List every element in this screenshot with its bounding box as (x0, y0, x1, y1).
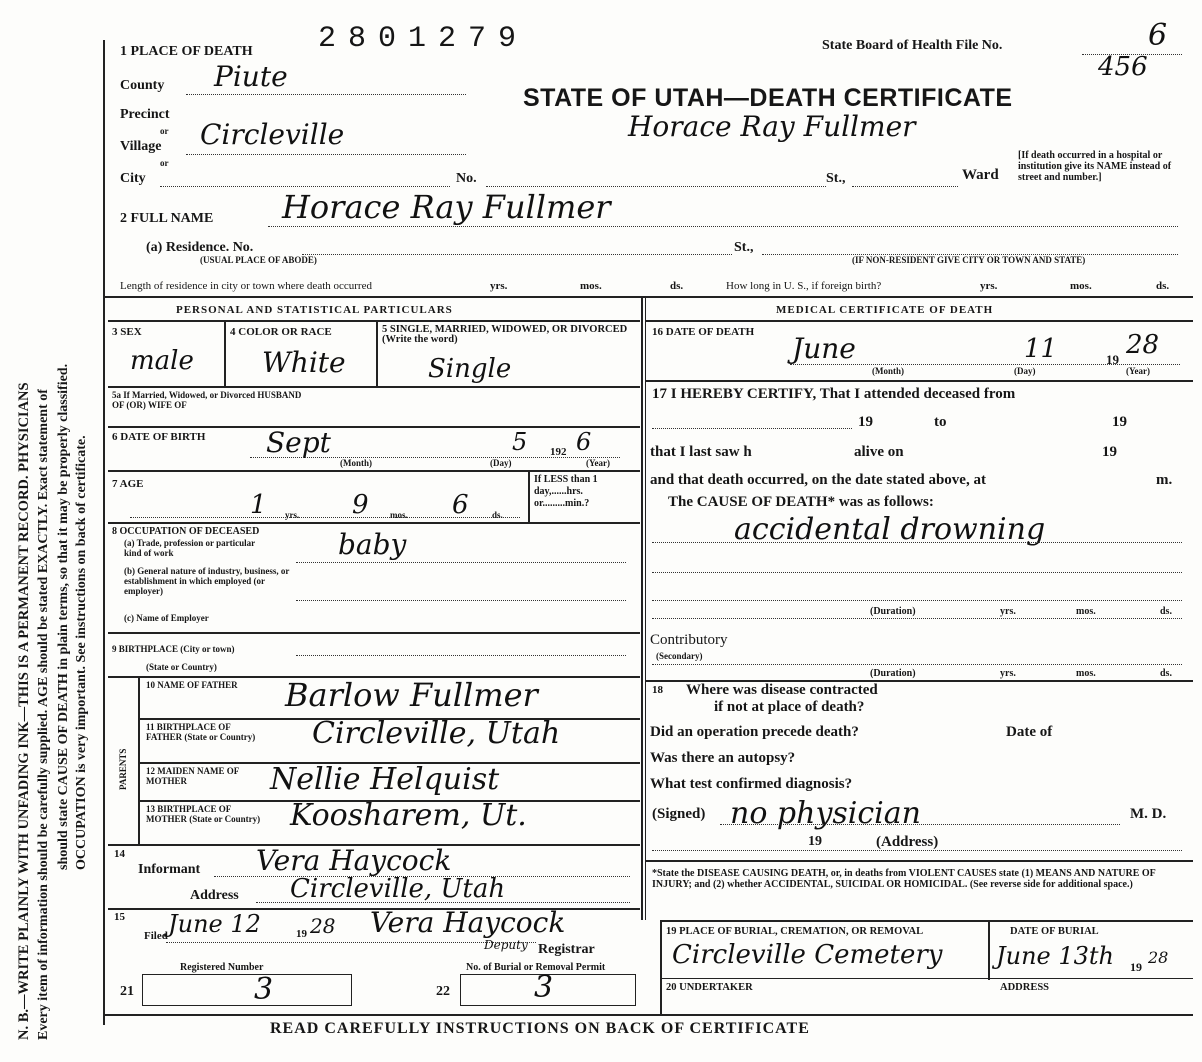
death-day-cap: (Day) (1014, 366, 1036, 376)
us-yrs: yrs. (980, 280, 998, 292)
deputy-value: Deputy (484, 938, 528, 952)
us-ds: ds. (1156, 280, 1170, 292)
header-rule (103, 296, 1193, 298)
spouse-label: 5a If Married, Widowed, or Divorced HUSBAND OF (OR) WIFE OF (112, 390, 302, 410)
rule-r6 (660, 978, 1193, 979)
county-line (186, 94, 466, 95)
rule-r4 (645, 860, 1193, 862)
signed-line (720, 824, 1120, 825)
cert-to: to (934, 414, 947, 430)
ward-note: [If death occurred in a hospital or institution give its NAME instead of street and number.] (1018, 150, 1172, 183)
duration-2: (Duration) (870, 668, 916, 679)
mother-label: 12 MAIDEN NAME OF MOTHER (146, 766, 239, 786)
father-bp-label: 11 BIRTHPLACE OF FATHER (State or Country) (146, 722, 256, 742)
full-name-label: 2 FULL NAME (120, 211, 214, 226)
village-label: Village (120, 139, 162, 154)
dob-year-cap: (Year) (586, 458, 610, 468)
reg-number-value: 3 (254, 972, 274, 1007)
filed-value: June 12 (168, 910, 261, 938)
name-annotation: Horace Ray Fullmer (628, 110, 916, 143)
age-yrs-cap: yrs. (285, 510, 300, 520)
mother-bp-value: Koosharem, Ut. (290, 798, 527, 833)
cause-value: accidental drowning (734, 512, 1046, 547)
burial-year: 28 (1148, 948, 1169, 967)
dur-ds-2: ds. (1160, 668, 1172, 679)
reg-number-box (142, 974, 352, 1006)
age-ds: 6 (452, 490, 469, 520)
death-month: June (792, 332, 856, 365)
rule-r5-v (660, 920, 662, 1014)
addr-line (652, 850, 1182, 851)
address-line (256, 902, 630, 903)
side-note-4: OCCUPATION is very important. See instructions on back of certificate. (74, 435, 89, 870)
address-value: Circleville, Utah (290, 874, 506, 904)
county-value: Piute (214, 60, 288, 93)
footnote: *State the DISEASE CAUSING DEATH, or, in deaths from VIOLENT CAUSES state (1) MEANS AND NATURE OF INJURY; and (2) whether ACCIDENTAL, SUICIDAL OR HOMICIDAL. (See reverse side for additional space.) (652, 868, 1156, 890)
file-no-label: State Board of Health File No. (822, 38, 1003, 53)
occ-line-a (296, 562, 626, 563)
no-line (486, 186, 826, 187)
no-label: No. (456, 171, 477, 186)
death-year-prefix: 19 (1106, 352, 1119, 367)
cert-line-1 (652, 428, 852, 429)
age-label: 7 AGE (112, 478, 144, 490)
rule-l6 (108, 632, 640, 634)
dob-year-prefix: 192 (550, 446, 567, 458)
reg-number-label: Registered Number (180, 962, 264, 973)
or-1: or (160, 126, 169, 136)
burial-place-value: Circleville Cemetery (672, 940, 943, 970)
county-label: County (120, 78, 165, 93)
or-2: or (160, 158, 169, 168)
st-label: St., (826, 171, 846, 186)
autopsy-label: Was there an autopsy? (650, 750, 796, 766)
filed-line (166, 942, 536, 943)
filed-year-prefix: 19 (296, 928, 307, 940)
side-note-1: N. B.—WRITE PLAINLY WITH UNFADING INK—THIS IS A PERMANENT RECORD. PHYSICIANS (16, 382, 32, 1040)
burial-place-label: 19 PLACE OF BURIAL, CREMATION, OR REMOVAL (666, 926, 924, 937)
dob-day-cap: (Day) (490, 458, 512, 468)
rule-l4 (108, 470, 640, 472)
st-line (852, 186, 958, 187)
sex-label: 3 SEX (112, 326, 142, 338)
death-month-cap: (Month) (872, 366, 904, 376)
father-value: Barlow Fullmer (285, 676, 538, 714)
signed-value: no physician (730, 796, 921, 831)
md-label: M. D. (1130, 806, 1167, 822)
usual-place: (USUAL PLACE OF ABODE) (200, 255, 317, 265)
death-m: m. (1156, 472, 1173, 488)
rule-parents-v (138, 676, 140, 844)
death-day: 11 (1024, 334, 1058, 364)
birthplace-state: (State or Country) (146, 662, 217, 672)
contracted-num: 18 (652, 684, 663, 696)
secondary-label: (Secondary) (656, 651, 703, 661)
age-ds-cap: ds. (492, 510, 503, 520)
file-no-value: 6 (1148, 18, 1168, 53)
burial-year-prefix: 19 (1130, 960, 1142, 974)
death-year-cap: (Year) (1126, 366, 1150, 376)
alive-on: alive on (854, 444, 904, 460)
center-divider (641, 298, 643, 920)
rule-l1 (108, 320, 640, 322)
full-name-line (268, 226, 1178, 227)
filed-num: 15 (114, 911, 125, 923)
cause-label: The CAUSE OF DEATH* was as follows: (668, 494, 934, 510)
color-label: 4 COLOR OR RACE (230, 326, 332, 338)
how-long-label: How long in U. S., if foreign birth? (726, 280, 882, 292)
marital-label: 5 SINGLE, MARRIED, WIDOWED, OR DIVORCED (Write the word) (382, 324, 628, 345)
undertaker-address-label: ADDRESS (1000, 982, 1050, 993)
certify-text: 17 I HEREBY CERTIFY, That I attended deceased from (652, 386, 1016, 402)
city-line (160, 186, 450, 187)
rule-r1 (645, 320, 1193, 322)
occupation-b: (b) General nature of industry, business, or establishment in which employed (or employer) (124, 566, 290, 596)
rule-r2 (645, 380, 1193, 382)
rule-color-v (376, 320, 378, 386)
center-divider-2 (645, 298, 646, 920)
residence-line (302, 254, 732, 255)
side-note-3: should state CAUSE OF DEATH in plain terms, so that it may be properly classified. (56, 363, 71, 870)
left-border (103, 40, 105, 1025)
nonresident-note: (IF NON-RESIDENT GIVE CITY OR TOWN AND STATE) (852, 255, 1086, 265)
village-value: Circleville (200, 118, 345, 151)
burial-permit-label: No. of Burial or Removal Permit (466, 962, 606, 973)
ward-label: Ward (962, 167, 999, 183)
dur-ds-1: ds. (1160, 606, 1172, 617)
side-note-2: Every item of information should be carefully supplied. AGE should be stated EXACTLY. Exact statement of (36, 389, 51, 1040)
reg-number-num: 21 (120, 984, 134, 999)
filed-label: Filed (144, 930, 168, 942)
duration-line-1 (652, 618, 1182, 619)
sex-value: male (130, 346, 194, 376)
dob-line (250, 457, 620, 458)
informant-value: Vera Haycock (256, 844, 452, 877)
age-yrs: 1 (250, 490, 267, 520)
occupation-value: baby (338, 528, 407, 561)
date-of-label: Date of (1006, 724, 1053, 740)
registrar-value: Vera Haycock (370, 906, 566, 939)
father-bp-value: Circleville, Utah (312, 716, 561, 751)
rule-l5 (108, 522, 640, 524)
stamp-number: 2801279 (318, 22, 529, 56)
last-saw: that I last saw h (650, 444, 752, 460)
if-less-label: If LESS than 1 day,......hrs. or.........min.? (534, 474, 598, 509)
age-mos: 9 (352, 490, 369, 520)
us-mos: mos. (1070, 280, 1092, 292)
birthplace-label: 9 BIRTHPLACE (City or town) (112, 644, 235, 654)
dob-day: 5 (512, 428, 528, 456)
medical-section-title: MEDICAL CERTIFICATE OF DEATH (776, 304, 994, 316)
death-year: 28 (1126, 330, 1160, 360)
file-no-value-2: 456 (1098, 52, 1148, 82)
cause-line-3 (652, 600, 1182, 601)
duration-1: (Duration) (870, 606, 916, 617)
date-of-death-label: 16 DATE OF DEATH (652, 326, 755, 338)
undertaker-label: 20 UNDERTAKER (666, 982, 753, 993)
cause-line-1 (652, 542, 1182, 543)
rule-r5 (660, 920, 1193, 922)
informant-num: 14 (114, 848, 125, 860)
rule-burial-v (988, 920, 990, 980)
dur-yrs-1: yrs. (1000, 606, 1016, 617)
color-value: White (262, 346, 346, 379)
cert-19a: 19 (858, 414, 873, 430)
occ-line-b (296, 600, 626, 601)
dur-yrs-2: yrs. (1000, 668, 1016, 679)
precinct-label: Precinct (120, 107, 170, 122)
bottom-border (103, 1014, 1193, 1016)
signed-label: (Signed) (652, 806, 706, 822)
burial-date-label: DATE OF BURIAL (1010, 926, 1099, 937)
dob-label: 6 DATE OF BIRTH (112, 431, 206, 443)
dur-mos-2: mos. (1076, 668, 1096, 679)
cert-19c: 19 (1102, 444, 1117, 460)
contrib-line (652, 664, 1182, 665)
test-label: What test confirmed diagnosis? (650, 776, 853, 792)
mother-bp-label: 13 BIRTHPLACE OF MOTHER (State or Country) (146, 804, 261, 824)
city-label: City (120, 171, 146, 186)
place-of-death-label: 1 PLACE OF DEATH (120, 44, 253, 59)
dob-month-cap: (Month) (340, 458, 372, 468)
rule-sex-v (224, 320, 226, 386)
rule-l3 (108, 426, 640, 428)
personal-section-title: PERSONAL AND STATISTICAL PARTICULARS (176, 304, 453, 316)
contributory-label: Contributory (650, 632, 728, 648)
rule-l2 (108, 386, 640, 388)
age-mos-cap: mos. (390, 510, 408, 520)
informant-label: Informant (138, 862, 201, 877)
operation-label: Did an operation precede death? (650, 724, 859, 740)
mother-value: Nellie Helquist (270, 762, 500, 797)
full-name-value: Horace Ray Fullmer (282, 188, 611, 226)
len-yrs: yrs. (490, 280, 508, 292)
len-mos: mos. (580, 280, 602, 292)
contracted-label: Where was disease contracted (686, 682, 878, 698)
length-label: Length of residence in city or town where death occurred (120, 280, 372, 292)
rule-age-v (528, 470, 530, 522)
address-caption: (Address) (876, 834, 939, 850)
addr-19: 19 (808, 834, 822, 849)
footer-instructions: READ CAREFULLY INSTRUCTIONS ON BACK OF CERTIFICATE (270, 1020, 810, 1037)
parents-label: PARENTS (118, 748, 128, 790)
filed-year: 28 (310, 914, 336, 938)
res-st-label: St., (734, 240, 754, 255)
burial-permit-num: 22 (436, 984, 450, 999)
death-occurred: and that death occurred, on the date stated above, at (650, 472, 986, 488)
address-label: Address (190, 888, 239, 903)
cert-19b: 19 (1112, 414, 1127, 430)
occupation-label: 8 OCCUPATION OF DECEASED (112, 526, 260, 537)
dur-mos-1: mos. (1076, 606, 1096, 617)
occupation-c: (c) Name of Employer (124, 613, 209, 623)
marital-value: Single (428, 354, 512, 384)
certificate-title: STATE OF UTAH—DEATH CERTIFICATE (523, 84, 1013, 112)
burial-permit-value: 3 (534, 970, 554, 1005)
death-date-line (790, 364, 1180, 365)
burial-date-value: June 13th (996, 942, 1115, 970)
residence-label: (a) Residence. No. (146, 240, 254, 255)
cause-line-2 (652, 572, 1182, 573)
contracted-label-2: if not at place of death? (714, 699, 865, 715)
age-line (130, 517, 520, 518)
father-label: 10 NAME OF FATHER (146, 680, 238, 690)
len-ds: ds. (670, 280, 684, 292)
dob-month: Sept (266, 426, 331, 459)
village-line (186, 154, 466, 155)
dob-year: 6 (576, 428, 592, 456)
birthplace-line (296, 655, 626, 656)
occupation-a: (a) Trade, profession or particular kind of work (124, 538, 255, 558)
registrar-label: Registrar (538, 942, 595, 957)
